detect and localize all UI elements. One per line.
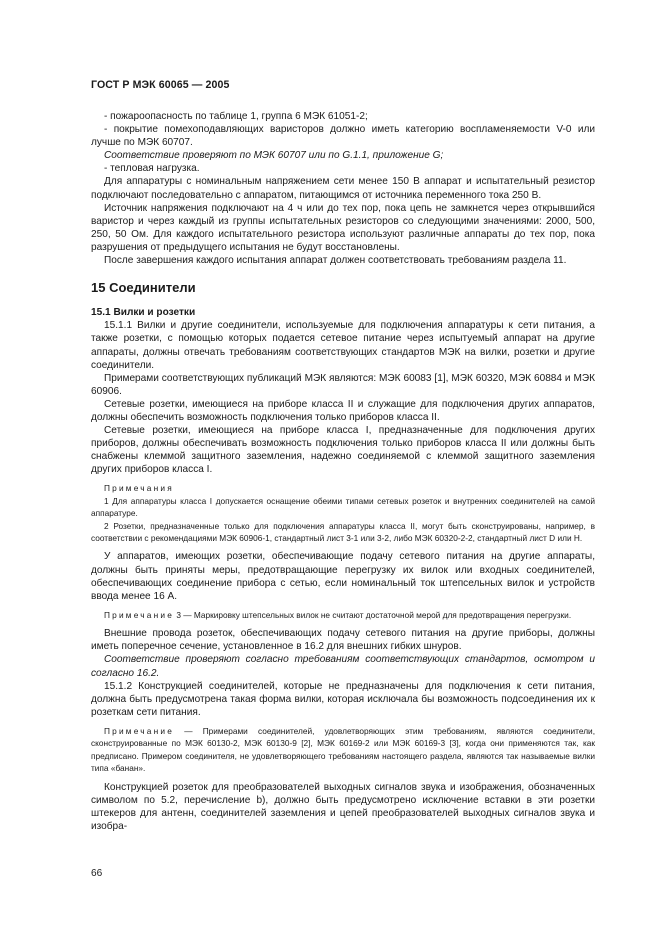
paragraph: Для аппаратуры с номинальным напряжением сети менее 150 В аппарат и испытательный резистор подключают последовательно с аппаратом, питающимся от источника переменного тока 250 В. [91,176,595,201]
page-body [91,110,595,833]
paragraph: - покрытие помехоподавляющих варисторов должно иметь категорию воспламеняемости V-0 или лучше по МЭК 60707. [91,124,595,149]
section-heading: 15 Соединители [91,280,196,296]
paragraph: - тепловая нагрузка. [104,163,200,175]
note-item: 2 Розетки, предназначенные только для подключения аппаратуры класса II, могут быть сконструированы, например, в соответствии с рекомендациями МЭК 60906-1, стандартный лист 3-1 или 3-2, либо МЭК 60320-2-2, стандартный лист D или H. [91,520,595,544]
note-label: Примечание [104,725,175,736]
paragraph: Примерами соответствующих публикаций МЭК являются: МЭК 60083 [1], МЭК 60320, МЭК 60884 и МЭК 60906. [91,372,595,397]
paragraph: У аппаратов, имеющих розетки, обеспечивающие подачу сетевого питания на другие аппараты, должны быть приняты меры, предотвращающие перегрузку их вилок или входных соединителей, обеспечивающих соединение прибора с сетью, если номинальный ток штепсельных вилок и устройств ввода менее 16 А. [91,551,595,602]
paragraph: Источник напряжения подключают на 4 ч или до тех пор, пока цепь не замкнется через открывшийся варистор и через каждый из группы испытательных резисторов со следующими значениями: 2000, 500, 250, 50 Ом. Для каждого испытательного резистора используют различные аппараты до тех пор, пока разрушения от предыдущего испытания не будут восстановлены. [91,202,595,253]
subsection-heading: 15.1 Вилки и розетки [91,307,196,319]
paragraph: - пожароопасность по таблице 1, группа 6 МЭК 61051-2; [104,111,368,122]
compliance-paragraph: Соответствие проверяют согласно требованиям соответствующих стандартов, осмотром и согласно 16.2. [91,654,595,679]
compliance-paragraph: Соответствие проверяют по МЭК 60707 или по G.1.1, приложение G; [104,150,444,162]
paragraph: После завершения каждого испытания аппарат должен соответствовать требованиям раздела 11. [104,255,567,267]
paragraph: Сетевые розетки, имеющиеся на приборе класса I, предназначенные для подключения других приборов, должны обеспечивать возможность подключения только приборов класса II или должны быть снабжены клеммой защитного заземления, надежно соединяемой с клеммой защитного заземления других приборов класса I. [91,425,595,476]
paragraph: Конструкцией розеток для преобразователей выходных сигналов звука и изображения, обозначенных символом по 5.2, перечисление b), должно быть предусмотрено исключение вставки в эти розетки штекеров для антенн, соединителей заземления и цепей преобразователей выходных сигналов звука и изобра- [91,781,595,832]
page-number: 66 [91,868,103,879]
notes-label: Примечания [104,483,174,494]
note-3 [91,609,595,621]
note-item: 1 Для аппаратуры класса I допускается оснащение обеими типами сетевых розеток и внутренних соединителей на самой аппаратуре. [91,495,595,519]
note-text: — Примерами соединителей, удовлетворяющих этим требованиям, являются соединители, сконструированные по МЭК 60130-2, МЭК 60130-9 [2], МЭК 60169-2 или МЭК 60169-3 [3], когда они применяются так, как предписано. Примером соединителя, не удовлетворяющего требованиям настоящего раздела, являются так называемые вилки типа «банан». [91,725,595,774]
paragraph: Сетевые розетки, имеющиеся на приборе класса II и служащие для подключения других аппаратов, должны обеспечить возможность подключения только приборов класса II. [91,398,595,423]
note-text: 3 — Маркировку штепсельных вилок не считают достаточной мерой для предотвращения перегрузки. [174,609,572,620]
paragraph: Внешние провода розеток, обеспечивающих подачу сетевого питания на другие приборы, должны иметь поперечное сечение, установленное в 16.2 для внешних гибких шнуров. [91,628,595,653]
note-4 [91,725,595,775]
note-label: Примечание [104,609,175,620]
paragraph: 15.1.1 Вилки и другие соединители, используемые для подключения аппаратуры к сети питания, а также розетки, с помощью которых подается сетевое питание через испытуемый аппарат на другие аппараты, должны отвечать требованиям соответствующих стандартов МЭК на вилки, розетки и другие соединители. [91,320,595,371]
document-code-header: ГОСТ Р МЭК 60065 — 2005 [91,79,230,91]
paragraph: 15.1.2 Конструкцией соединителей, которые не предназначены для подключения к сети питания, должна быть предусмотрена такая форма вилки, которая исключала бы возможность подсоединения их к розеткам сети питания. [91,680,595,718]
